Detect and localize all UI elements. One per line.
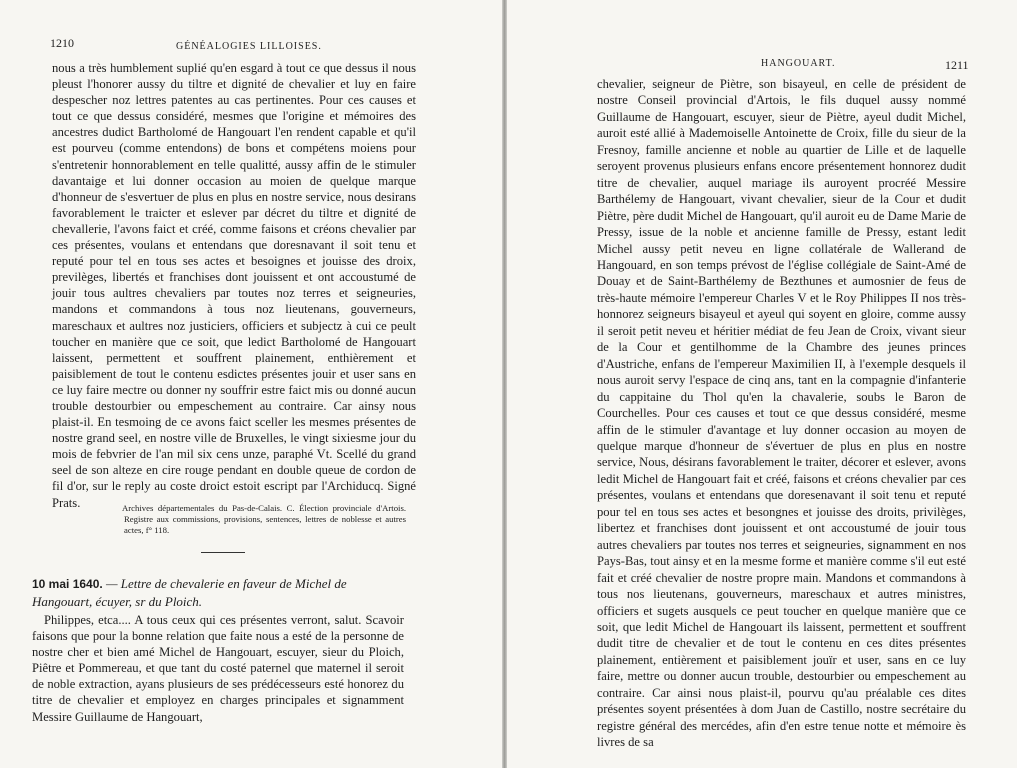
- right-page-number: 1211: [945, 58, 969, 72]
- right-body-text: [597, 76, 966, 751]
- right-body-paragraph: chevalier, seigneur de Piètre, son bisayeul, en celle de président de nostre Conseil provincial d'Artois, le fils duquel aussy nommé Guillaume de Hangouart, escuyer, sieur de Piètre, ayeul dudit Michel, auroit esté allié à Mademoiselle Antoinette de Croix, fille du sieur de la Fresnoy, famille ancienne et noble au quartier de Lille et de laquelle seroyent provenus plusieurs enfans encore présentement honnorez dudit titre de chevalier, auquel mariage ils auroyent procréé Messire Barthélemy de Hangouart, vivant chevalier, sieur de la Cour et dudit Piètre, père dudit Michel de Hangouart, qu'il auroit eu de Dame Marie de Pressy, issue de la noble et ancienne famille de Pressy, estant ledit Michel aussy petit neveu en ligne collatérale de Wallerand de Hangouard, en son temps prévost de l'église collégiale de Saint-Amé de Douay et de Saint-Barthélemy de Bezthunes et aumosnier de feus de très-haute mémoire l'empereur Charles V et le Roy Philippes II nos très-honnorez seigneurs bisayeul et ayeul qui soyent en gloire, comme aussy il seroit petit neveu et héritier médiat de feu Jean de Croix, vivant sieur de la Cour et gentilhomme de la Chambre des jeunes princes d'Austriche, enfans de l'empereur Maximilien II, à l'exemple desquels il nous auroit servy l'espace de cinq ans, tant en la compagnie d'infanterie du cappitaine du Thol qu'en la chavalerie, soubs le Baron de Courchelles. Pour ces causes et tout ce que dessus considéré, mesme affin de le stimuler d'avantage et luy donner occasion au moyen de quelque marque d'honneur de s'évertuer de plus en plus en nostre service, Nous, désirans favorablement le traiter, décorer et eslever, avons ledit Michel de Hangouart fait et créé, faisons et créons chevalier par ces présentes, voulans et entendans que doresenavant il soit tenu et reputé pour tel en tous ses actes et besongnes et jouisse des droits, privilèges, libertez et franchises dont jouissent et ont accoustumé de jouir tous autres chevaliers par toutes nos terres et seigneuries, signamment en nos Pays-Bas, tout ainsy et en la mesme forme et manière comme s'il eut esté fait et créé chevalier de nostre propre main. Mandons et commandons à tous nos lieutenans, gouverneurs, mareschaux et autres ministres, officiers et sugets ausquels ce peut toucher en quelque manière que ce soit, que ledit Michel de Hangouart ils laissent, permettent et souffrent dudit titre de chevalier et de tout le contenu en ces dites présentes plainement, entièrement et paisiblement jouïr et user, sans en ce luy faire, mettre ou donner aucun trouble, destourbier ou empeschement au contraire. Car ainsi nous plaist-il, pourvu qu'au préalable ces dites présentes soyent présentées à dom Juan de Castillo, nostre secrétaire du registre général des mercédes, afin d'en estre tenue notte et mémoire ès livres de sa: [597, 77, 966, 750]
- entry-heading: [32, 575, 404, 610]
- entry-date: 10 mai 1640.: [32, 577, 103, 591]
- entry-title: — Lettre de chevalerie en faveur de Michel de Hangouart, écuyer, sr du Ploich.: [32, 576, 347, 609]
- left-source-note: Archives départementales du Pas-de-Calais. C. Élection provinciale d'Artois. Registre aux commissions, provisions, sentences, lettres de noblesse et autres actes, f° 118.: [122, 503, 406, 535]
- left-page: [0, 0, 502, 768]
- right-running-head: HANGOUART.: [761, 58, 836, 69]
- section-divider: [201, 552, 245, 553]
- left-body-text: [52, 60, 416, 511]
- left-body-paragraph: nous a très humblement suplié qu'en esgard à tout ce que dessus il nous pleust l'honorer aussy du tiltre et dignité de chevalier et luy en faire despescher noz lettres patentes au cas pertinentes. Pour ces causes et tout ce que dessus considéré, mesmes que l'origine et mémoires des ancestres dudict Bartholomé de Hangouart l'en rendent capable et qu'il est pourveu (comme entendons) de bons et compétens moiens pour s'entretenir honnorablement en telle qualitté, aussy affin de le stimuler davantaige et lui donner occasion au moien de quelque marque d'honneur de s'esvertuer de plus en plus en nostre service, nous desirans favorablement le traicter et eslever par décret du tiltre et dignité de chevallerie, l'avons faict et créé, comme faisons et créons chevalier par ces présentes, voulans et entendans que doresnavant il soit tenu et reputé pour tel en tous ses actes et besoignes et jouisse des droix, previlèges, libertés et franchises dont jouissent et ont accoustumé de jouir tous aultres chevaliers par toutes noz terres et seigneuries, mandons et commandons à tous noz lieutenans, gouverneurs, mareschaux et aultres noz justiciers, officiers et subjectz à cui ce peult toucher en manière que ce soit, que ledict Bartholomé de Hangouart laissent, permettent et souffrent plainement, enthièrement et paisiblement de tout le contenu esdictes présentes jouir et user sans en ce luy faire mectre ou donner ny souffrir estre faict mis ou donné aucun trouble destourbier ou empeschement au contraire. Car ainsy nous plaist-il. En tesmoing de ce avons faict sceller les mesmes présentes de nostre grand seel, en nostre ville de Bruxelles, le vingt sixiesme jour du mois de febvrier de l'an mil six cens unze, paraphé Vt. Scellé du grand seel de son alteze en cire rouge pendant en double queue de cordon de fil d'or, sur le reply au coste droict estoit escript par l'Archiducq. Signé Prats.: [52, 61, 416, 510]
- left-entry-body: [32, 612, 404, 725]
- entry-body-paragraph: Philippes, etca.... A tous ceux qui ces présentes verront, salut. Scavoir faisons que pour la bonne relation que faite nous a esté de la personne de nostre cher et bien amé Michel de Hangouart, escuyer, sieur du Ploich, Piêtre et Pommereau, et que tant du costé paternel que maternel il seroit de noble extraction, ayans plusieurs de ses prédécesseurs esté honorez du titre de chevalier et employez en charges principales et signamment Messire Guillaume de Hangouart,: [32, 613, 404, 724]
- left-page-number: 1210: [50, 36, 74, 50]
- left-running-head: GÉNÉALOGIES LILLOISES.: [176, 41, 322, 52]
- right-page: [507, 0, 1017, 768]
